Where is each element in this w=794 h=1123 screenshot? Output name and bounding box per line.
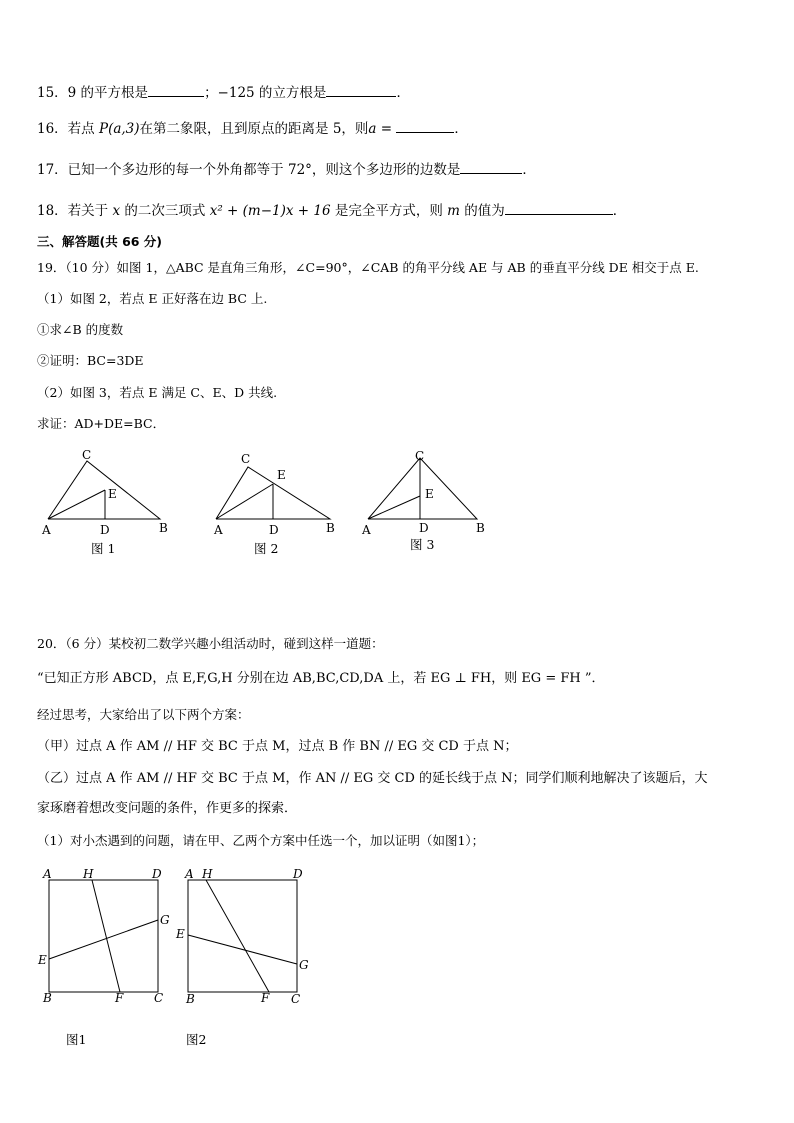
answer-blank <box>505 200 613 215</box>
label-e: E <box>176 927 185 941</box>
label-e: E <box>108 487 117 501</box>
label-c: C <box>241 452 251 466</box>
question-16: 16．若点 P(a,3)在第二象限，且到原点的距离是 5，则a = ． <box>37 118 468 139</box>
answer-blank <box>460 159 522 174</box>
label-b: B <box>186 992 195 1006</box>
label-d: D <box>100 523 110 537</box>
question-19-sub1: ①求∠B 的度数 <box>37 322 124 337</box>
label-h: H <box>202 867 213 881</box>
question-20-part1: （1）对小杰遇到的问题，请在甲、乙两个方案中任选一个，加以证明（如图1）； <box>37 833 485 848</box>
section-heading: 三、解答题(共 66 分) <box>37 234 163 249</box>
label-b: B <box>43 991 52 1005</box>
question-20-plan-a: （甲）过点 A 作 AM // HF 交 BC 于点 M，过点 B 作 BN // EG 交 CD 于点 N； <box>37 739 518 754</box>
label-f: F <box>115 991 124 1005</box>
figure-20-1-caption: 图1 <box>66 1032 87 1047</box>
label-d: D <box>293 867 303 881</box>
label-e: E <box>277 468 286 482</box>
question-20-after: 经过思考，大家给出了以下两个方案： <box>37 707 250 722</box>
label-c: C <box>154 991 164 1005</box>
label-b: B <box>159 521 168 535</box>
label-c: C <box>291 992 301 1006</box>
label-c: C <box>415 449 425 463</box>
question-20-quote: “已知正方形 ABCD，点 E,F,G,H 分别在边 AB,BC,CD,DA 上，若 EG ⊥ FH，则 EG = FH ”． <box>37 671 605 686</box>
figure-20-2-caption: 图2 <box>186 1032 207 1047</box>
label-b: B <box>476 521 485 535</box>
label-a: A <box>362 523 371 537</box>
question-18: 18．若关于 x 的二次三项式 x² + (m−1)x + 16 是完全平方式，则 m 的值为 ． <box>37 200 626 221</box>
label-a: A <box>185 867 194 881</box>
label-e: E <box>425 487 434 501</box>
question-19-stem: 19．（10 分）如图 1，△ABC 是直角三角形，∠C=90°，∠CAB 的角平分线 AE 与 AB 的垂直平分线 DE 相交于点 E. <box>37 260 699 275</box>
question-19-part1: （1）如图 2，若点 E 正好落在边 BC 上. <box>37 291 268 306</box>
question-20-plan-b-2: 家琢磨着想改变问题的条件，作更多的探索． <box>37 801 298 816</box>
question-19-part2: （2）如图 3，若点 E 满足 C、E、D 共线. <box>37 385 278 400</box>
label-d: D <box>152 867 162 881</box>
figure-19-3-caption: 图 3 <box>410 537 435 552</box>
figure-20-2 <box>176 866 326 1006</box>
figure-20-1 <box>36 866 176 1006</box>
label-d: D <box>269 523 279 537</box>
label-f: F <box>261 991 270 1005</box>
question-20-stem: 20．（6 分）某校初二数学兴趣小组活动时，碰到这样一道题： <box>37 636 384 651</box>
question-17: 17．已知一个多边形的每一个外角都等于 72°，则这个多边形的边数是 ． <box>37 159 536 180</box>
label-c: C <box>82 448 92 462</box>
label-h: H <box>83 867 94 881</box>
label-a: A <box>43 867 52 881</box>
figure-19-1-caption: 图 1 <box>91 541 116 556</box>
figure-19-2 <box>210 448 350 558</box>
label-b: B <box>326 521 335 535</box>
label-e: E <box>38 953 47 967</box>
label-g: G <box>160 913 170 927</box>
answer-blank <box>396 118 454 133</box>
label-d: D <box>419 521 429 535</box>
question-15: 15．9 的平方根是 ；−125 的立方根是 ． <box>37 82 410 103</box>
question-19-sub2: ②证明：BC=3DE <box>37 353 144 368</box>
question-19-prove: 求证：AD+DE=BC． <box>37 416 166 431</box>
answer-blank <box>326 82 396 97</box>
answer-blank <box>148 82 204 97</box>
question-20-plan-b-1: （乙）过点 A 作 AM // HF 交 BC 于点 M，作 AN // EG 交 CD 的延长线于点 N；同学们顺利地解决了该题后，大 <box>37 771 708 786</box>
figure-19-2-caption: 图 2 <box>254 541 279 556</box>
label-a: A <box>214 523 223 537</box>
label-a: A <box>42 523 51 537</box>
label-g: G <box>299 958 309 972</box>
